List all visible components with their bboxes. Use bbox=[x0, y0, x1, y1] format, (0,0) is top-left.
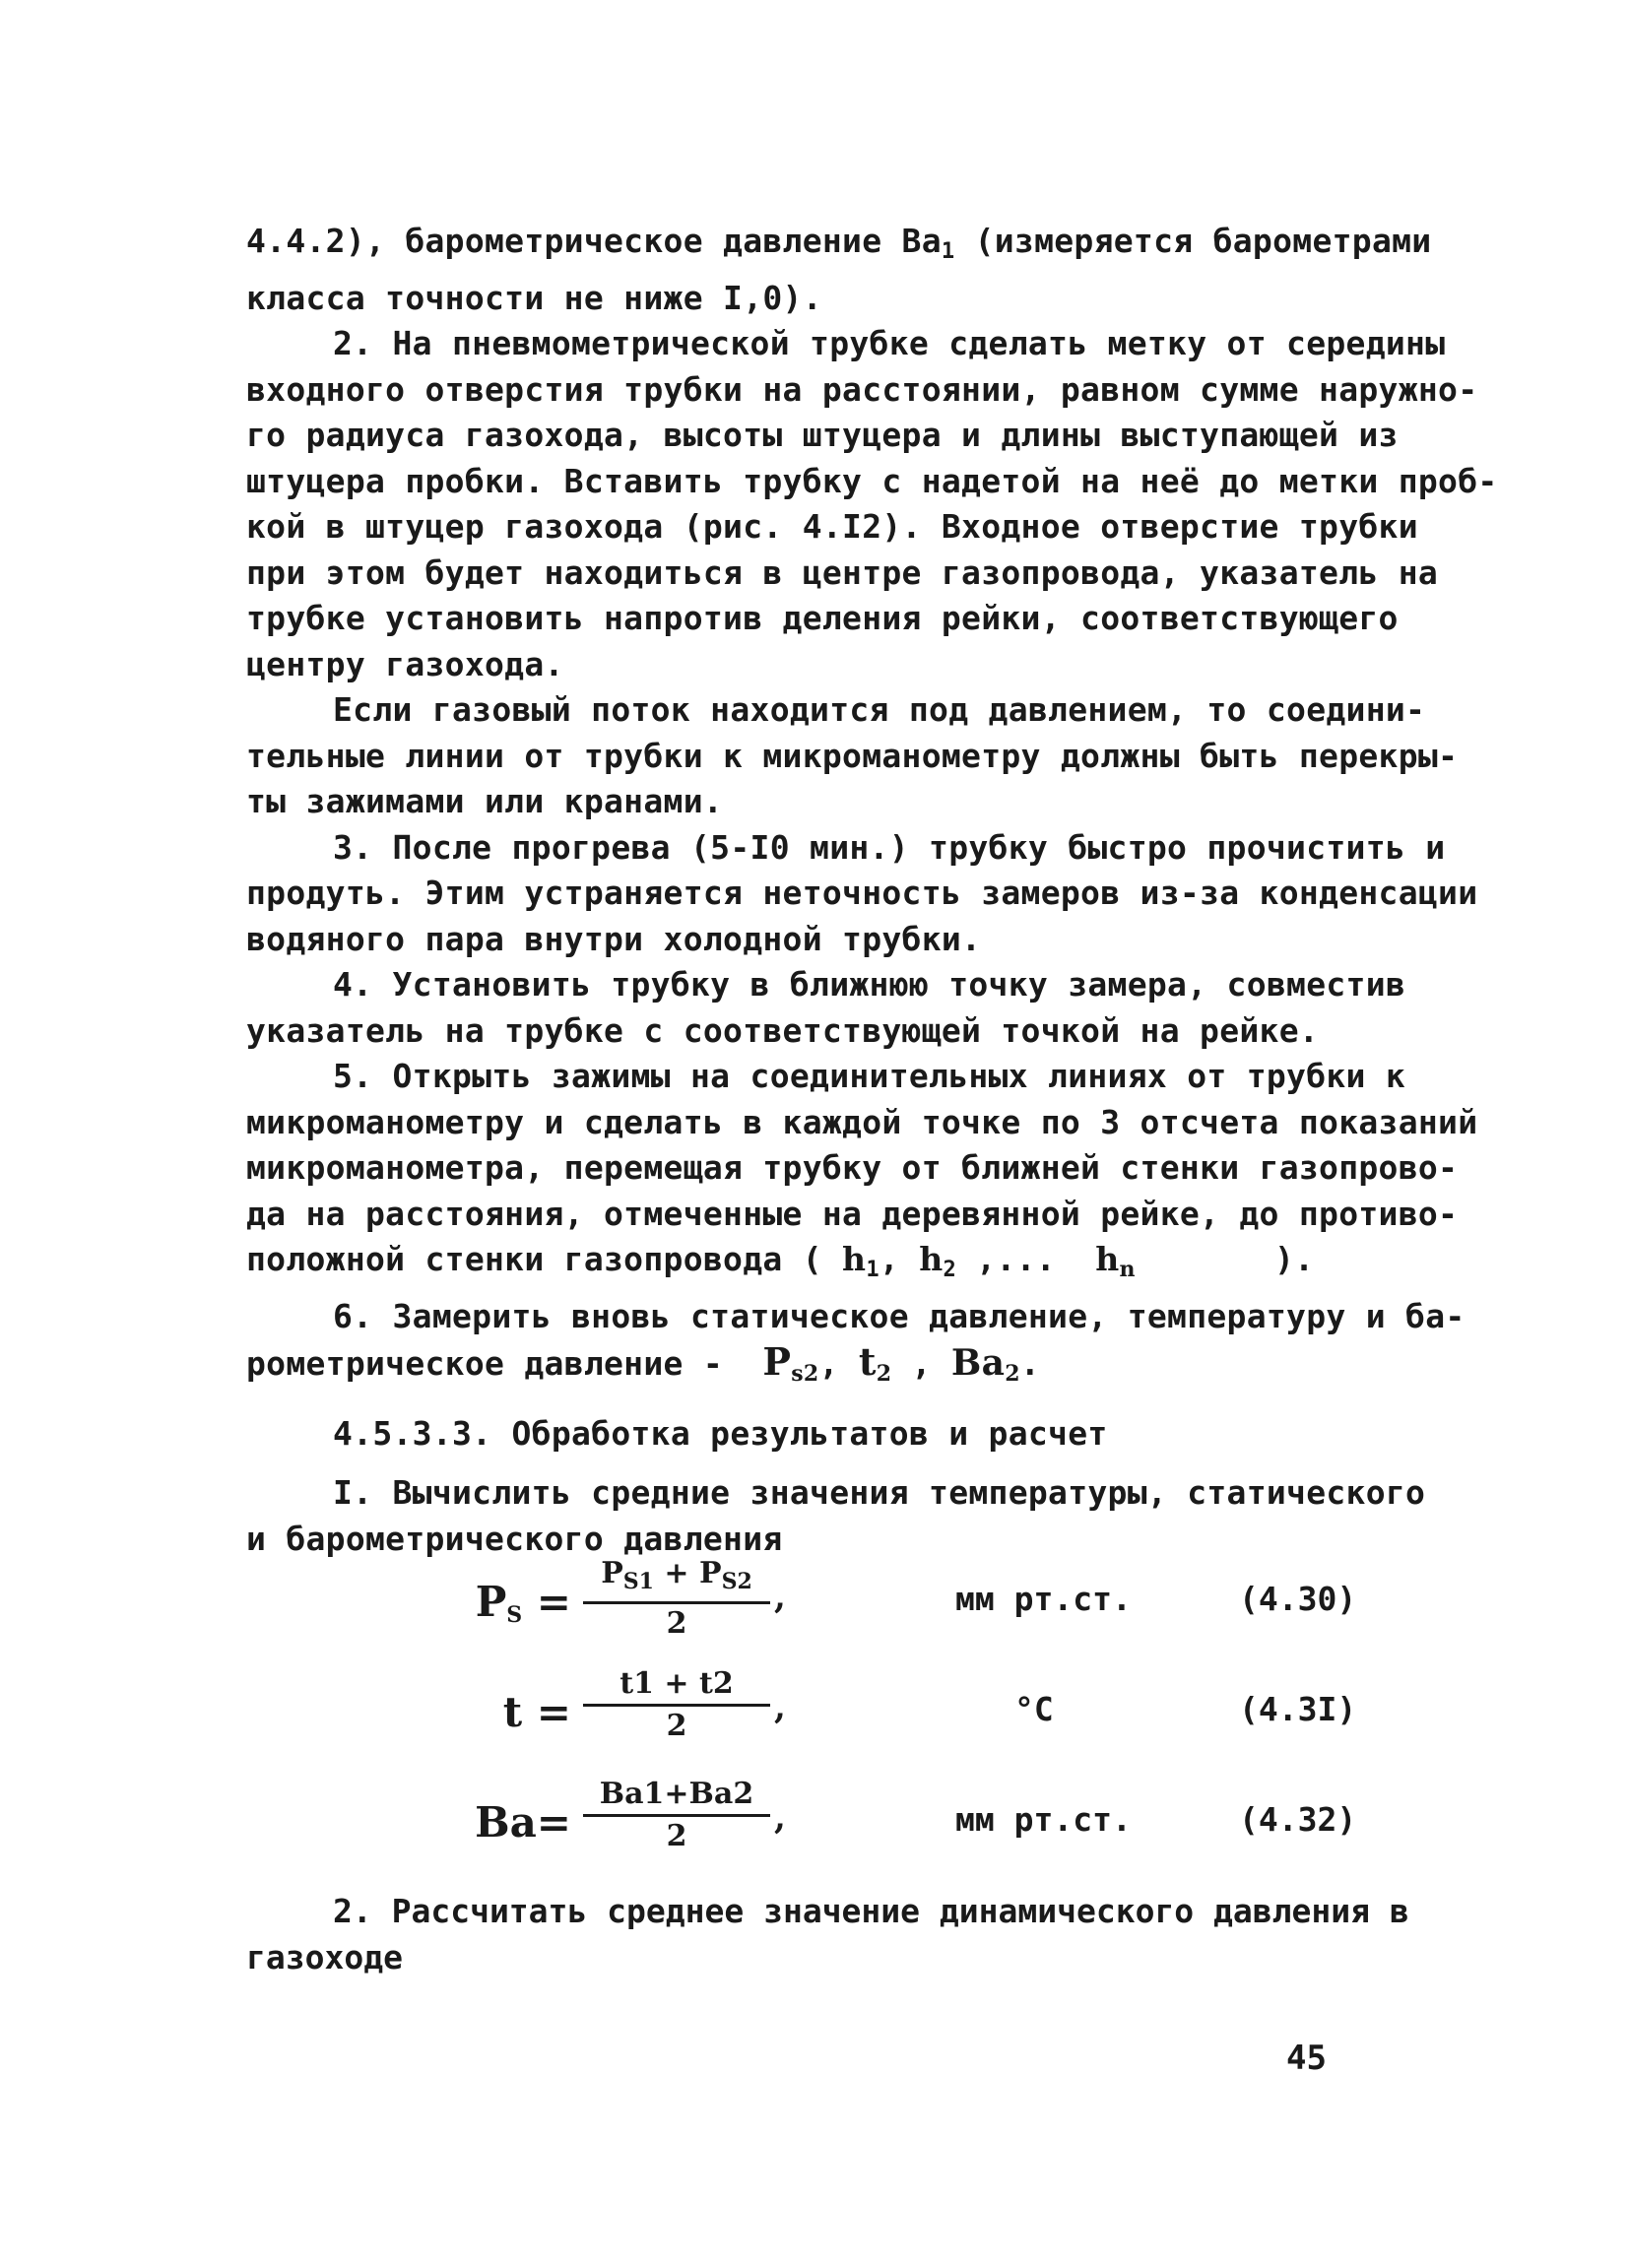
paragraph-3: Если газовый поток находится под давлением, то соедини- тельные линии от трубки к микроманометру должны быть перекры- ты зажимами или кранами. bbox=[246, 690, 1459, 820]
paragraph-9: 2. Рассчитать среднее значение динамического давления в газоходе bbox=[246, 1892, 1409, 1976]
paragraph-8: I. Вычислить средние значения температуры, статического и барометрического давления bbox=[246, 1473, 1426, 1558]
paragraph-5: 4. Установить трубку в ближнюю точку замера, совместив указатель на трубке с соответствующей точкой на рейке. bbox=[246, 965, 1406, 1050]
formula-denominator: 2 bbox=[666, 1709, 687, 1743]
formula-numerator: Ba1+Ba2 bbox=[583, 1777, 770, 1817]
text-line: класса точности не ниже I,0). bbox=[246, 278, 822, 317]
text-line: 4.4.2), барометрическое давление $Ва_1$ (измеряется барометрами bbox=[246, 222, 1432, 264]
paragraph-7: 6. Замерить вновь статическое давление, температуру и ба- рометрическое давление - $P_{s2}$, $t_2$ , $Ba_2$. bbox=[246, 1294, 1418, 1397]
formula-fraction bbox=[583, 1666, 770, 1746]
formula-unit: мм рт.ст. bbox=[955, 1800, 1132, 1839]
formula-unit: мм рт.ст. bbox=[955, 1580, 1132, 1618]
section-heading: 4.5.3.3. Обработка результатов и расчет bbox=[333, 1413, 1108, 1453]
formula-number: (4.3I) bbox=[1239, 1690, 1357, 1728]
formula-lhs: t = bbox=[502, 1688, 571, 1736]
formula-number: (4.30) bbox=[1239, 1580, 1357, 1618]
paragraph-2: 2. На пневмометрической трубке сделать метку от середины входного отверстия трубки на расстоянии, равном сумме наружно- го радиуса газохода, высоты штуцера и длины выступающей из штуцера пробки. Вставить трубку с надетой на неё до метки проб- кой в штуцер газохода (рис. 4.I2). Входное отверстие трубки при этом будет находиться в центре газопровода, указатель на трубке установить напротив деления рейки, соответствующего центру газохода. bbox=[246, 324, 1498, 683]
formula-lhs: Ba= bbox=[475, 1798, 571, 1847]
paragraph-6: 5. Открыть зажимы на соединительных линиях от трубки к микроманометру и сделать в каждой точке по 3 отсчета показаний микроманометра, перемещая трубку от ближней стенки газопрово- да на расстояния, отмеченные на деревянной рейке, до противо- положной стенки газопровода ( $h_1$, $h_2$ ,... $h_n$ ). bbox=[246, 1054, 1418, 1294]
formula-4-32: Ba= $\frac{Ba1+Ba2}{2}$ , мм рт.ст. (4.32) bbox=[0, 1777, 1629, 1865]
text-line: положной стенки газопровода ( $h_1$, $h_2$ ,... $h_n$ ). bbox=[246, 1240, 1315, 1282]
formula-fraction bbox=[583, 1777, 770, 1856]
formula-fraction bbox=[583, 1556, 770, 1644]
formula-number: (4.32) bbox=[1239, 1800, 1357, 1839]
formula-denominator: 2 bbox=[666, 1606, 687, 1641]
page-number: 45 bbox=[1286, 2039, 1327, 2078]
formula-4-31: t = $\frac{t1 + t2}{2}$ , °C (4.3I) bbox=[0, 1666, 1629, 1755]
formula-4-30: $P_S$ = $\frac{P_{S1} + P_{S2}}{2}$ , мм рт.ст. (4.30) bbox=[0, 1556, 1629, 1645]
formula-numerator: t1 + t2 bbox=[583, 1666, 770, 1707]
paragraph-1 bbox=[246, 219, 1432, 321]
paragraph-4: 3. После прогрева (5-I0 мин.) трубку быстро прочистить и продуть. Этим устраняется неточность замеров из-за конденсации водяного пара внутри холодной трубки. bbox=[246, 827, 1478, 958]
formula-denominator: 2 bbox=[666, 1819, 687, 1853]
body-text bbox=[246, 219, 1498, 1562]
formula-unit: °C bbox=[1014, 1690, 1054, 1728]
formula-lhs: $P_S$ = bbox=[475, 1578, 571, 1628]
text-line: рометрическое давление - $P_{s2}$, $t_2$ , $Ba_2$. bbox=[246, 1339, 1040, 1387]
formula-numerator: $P_{S1} + P_{S2}$ bbox=[583, 1556, 770, 1604]
